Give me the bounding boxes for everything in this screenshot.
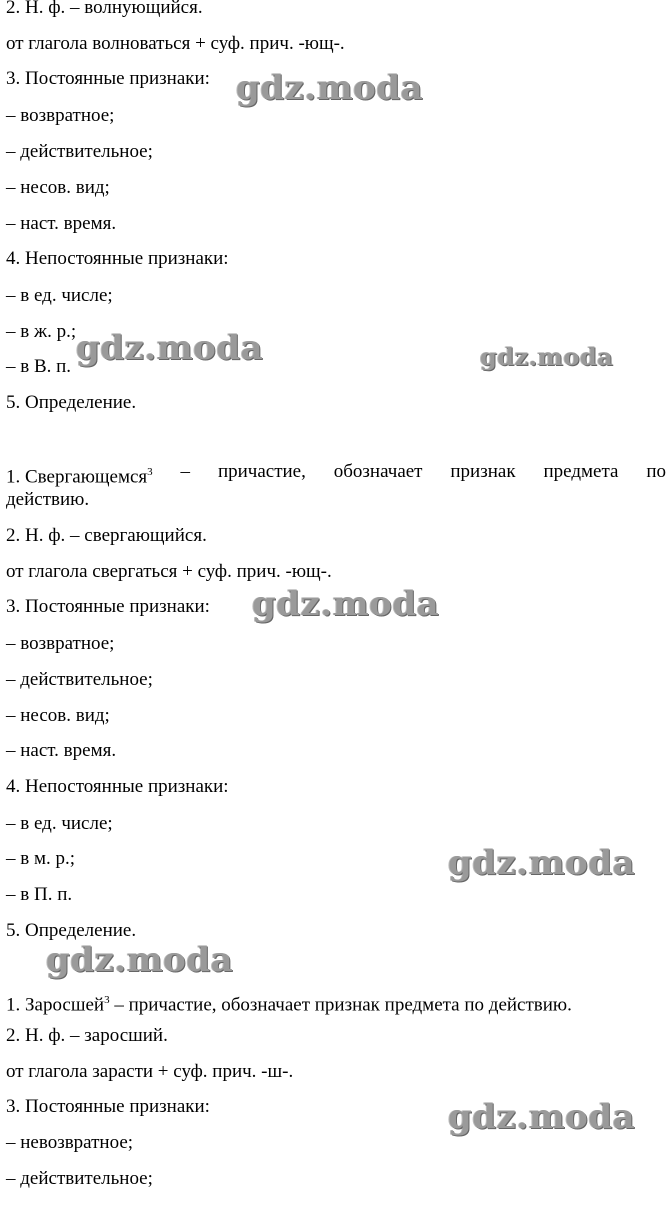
block1-constant-4: – наст. время. (6, 213, 117, 234)
block3-origin: от глагола зарасти + суф. прич. -ш-. (6, 1061, 294, 1082)
block2-head-w4: признак (450, 461, 516, 482)
block3-normal-form: 2. Н. ф. – заросший. (6, 1025, 168, 1046)
block2-constant-heading: 3. Постоянные признаки: (6, 596, 210, 617)
block1-constant-1: – возвратное; (6, 105, 115, 126)
block1-constant-heading: 3. Постоянные признаки: (6, 68, 210, 89)
watermark-logo: gdz.moda (46, 940, 234, 980)
block2-constant-4: – наст. время. (6, 740, 117, 761)
block1-variable-2: – в ж. р.; (6, 321, 77, 342)
block2-variable-heading: 4. Непостоянные признаки: (6, 776, 229, 797)
watermark-logo: gdz.moda (448, 843, 636, 883)
block2-constant-2: – действительное; (6, 669, 153, 690)
block2-head-w3: обозначает (333, 461, 423, 482)
block2-variable-1: – в ед. числе; (6, 813, 113, 834)
block2-head-w5: предмета (543, 461, 619, 482)
block2-normal-form: 2. Н. ф. – свергающийся. (6, 525, 207, 546)
block2-variable-3: – в П. п. (6, 884, 73, 905)
block1-variable-heading: 4. Непостоянные признаки: (6, 248, 229, 269)
block2-head-w6: по (646, 461, 666, 482)
block3-constant-2: – действительное; (6, 1168, 153, 1189)
block2-origin: от глагола свергаться + суф. прич. -ющ-. (6, 561, 332, 582)
watermark-logo: gdz.moda (252, 584, 440, 624)
block3-heading: 1. Заросшей$^3$ – причастие, обозначает признак предмета по действию. (6, 994, 572, 1016)
block1-definition: 5. Определение. (6, 392, 137, 413)
block2-variable-2: – в м. р.; (6, 848, 76, 869)
block1-constant-2: – действительное; (6, 141, 153, 162)
block2-heading (6, 460, 666, 489)
block1-origin: от глагола волноваться + суф. прич. -ющ-. (6, 33, 345, 54)
block2-definition: 5. Определение. (6, 920, 137, 941)
block3-constant-heading: 3. Постоянные признаки: (6, 1096, 210, 1117)
watermark-logo: gdz.moda (236, 68, 424, 108)
block2-head-w1: – (180, 461, 191, 482)
block3-constant-1: – невозвратное; (6, 1132, 134, 1153)
block1-variable-1: – в ед. числе; (6, 285, 113, 306)
block2-constant-1: – возвратное; (6, 633, 115, 654)
block1-constant-3: – несов. вид; (6, 177, 110, 198)
block1-normal-form: 2. Н. ф. – волнующийся. (6, 0, 203, 18)
block2-constant-3: – несов. вид; (6, 705, 110, 726)
watermark-logo: gdz.moda (448, 1097, 636, 1137)
watermark-logo: gdz.moda (76, 328, 264, 368)
block2-head-word: 1. Свергающемся$^3$ (6, 466, 153, 488)
block1-variable-3: – в В. п. (6, 356, 72, 377)
block2-head-w2: причастие, (217, 461, 306, 482)
block2-heading-line2: действию. (6, 489, 90, 510)
watermark-logo: gdz.moda (480, 342, 614, 371)
